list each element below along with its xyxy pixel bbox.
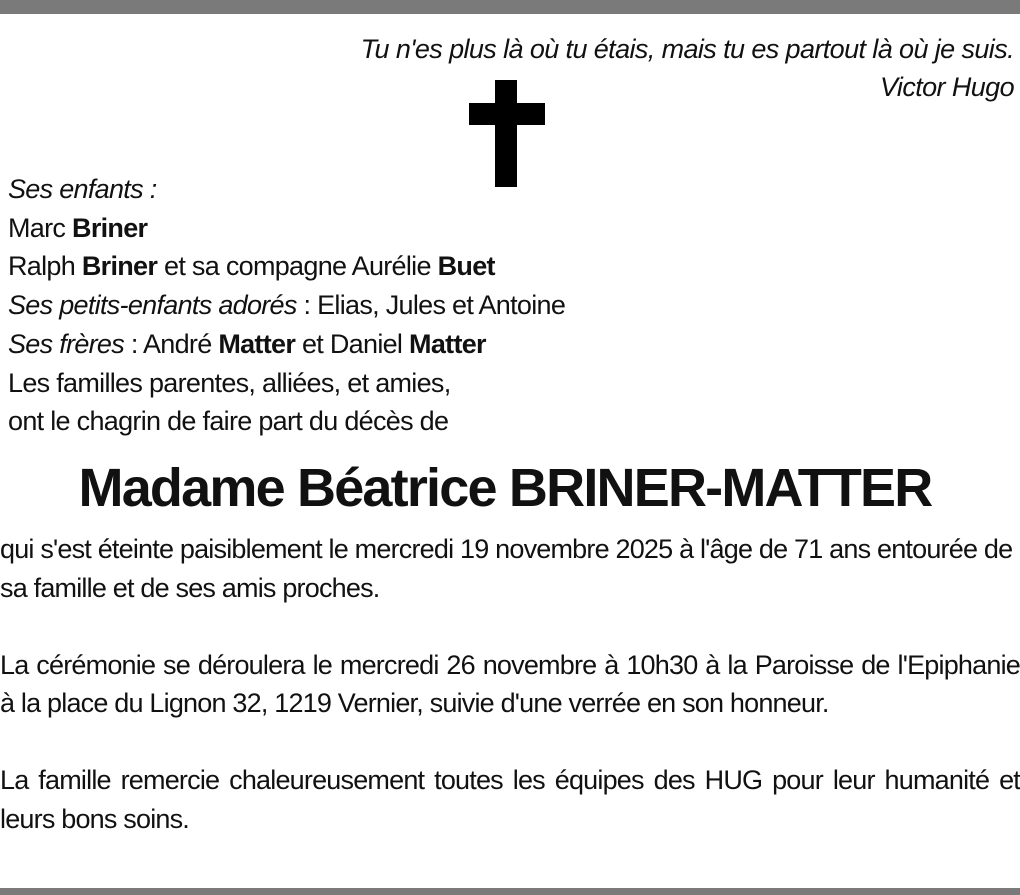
child-1-last-name: Briner bbox=[72, 212, 148, 243]
quote-author: Victor Hugo bbox=[880, 72, 1014, 102]
brother-1-first-name: : André bbox=[124, 328, 212, 359]
children-label-line bbox=[8, 170, 708, 209]
child-2-partner-text: et sa compagne Aurélie bbox=[164, 251, 431, 282]
bottom-rule bbox=[0, 888, 1020, 895]
deceased-name: Madame Béatrice BRINER-MATTER bbox=[78, 458, 932, 518]
brother-1-last-name: Matter bbox=[218, 328, 296, 359]
family-list bbox=[8, 170, 708, 441]
ceremony-paragraph: La cérémonie se déroulera le mercredi 26 novembre à 10h30 à la Paroisse de l'Epiphanie à la place du Lignon 32, 1219 Vernier, suivie d'une verrée en son honneur. bbox=[0, 649, 1020, 718]
quote-text: Tu n'es plus là où tu étais, mais tu es partout là où je suis. bbox=[360, 34, 1014, 64]
top-rule bbox=[0, 0, 1020, 14]
child-2-last-name: Briner bbox=[81, 251, 158, 282]
announcement-body bbox=[0, 530, 1020, 877]
child-1-line bbox=[8, 209, 708, 248]
child-2-partner-last-name: Buet bbox=[437, 251, 495, 282]
grandchildren-line bbox=[8, 286, 708, 325]
families-line: Les familles parentes, alliées, et amies, bbox=[8, 367, 451, 398]
epigraph-quote bbox=[254, 30, 1014, 106]
death-paragraph: qui s'est éteinte paisiblement le mercredi 19 novembre 2025 à l'âge de 71 ans entourée de sa famille et de ses amis proches. bbox=[0, 534, 1013, 603]
grandchildren-names: : Elias, Jules et Antoine bbox=[296, 290, 566, 321]
thanks-paragraph: La famille remercie chaleureusement toutes les équipes des HUG pour leur humanité et leurs bons soins. bbox=[0, 765, 1020, 834]
child-2-first-name: Ralph bbox=[8, 251, 76, 282]
grandchildren-label: Ses petits-enfants adorés bbox=[8, 290, 297, 321]
announce-line: ont le chagrin de faire part du décès de bbox=[8, 406, 449, 437]
child-2-line bbox=[8, 247, 708, 286]
brothers-label: Ses frères bbox=[8, 328, 125, 359]
brothers-line bbox=[8, 325, 708, 364]
brother-2-last-name: Matter bbox=[409, 328, 486, 359]
child-1-first-name: Marc bbox=[8, 212, 66, 243]
children-label: Ses enfants : bbox=[8, 174, 157, 204]
brother-2-first-name: et Daniel bbox=[301, 328, 403, 359]
